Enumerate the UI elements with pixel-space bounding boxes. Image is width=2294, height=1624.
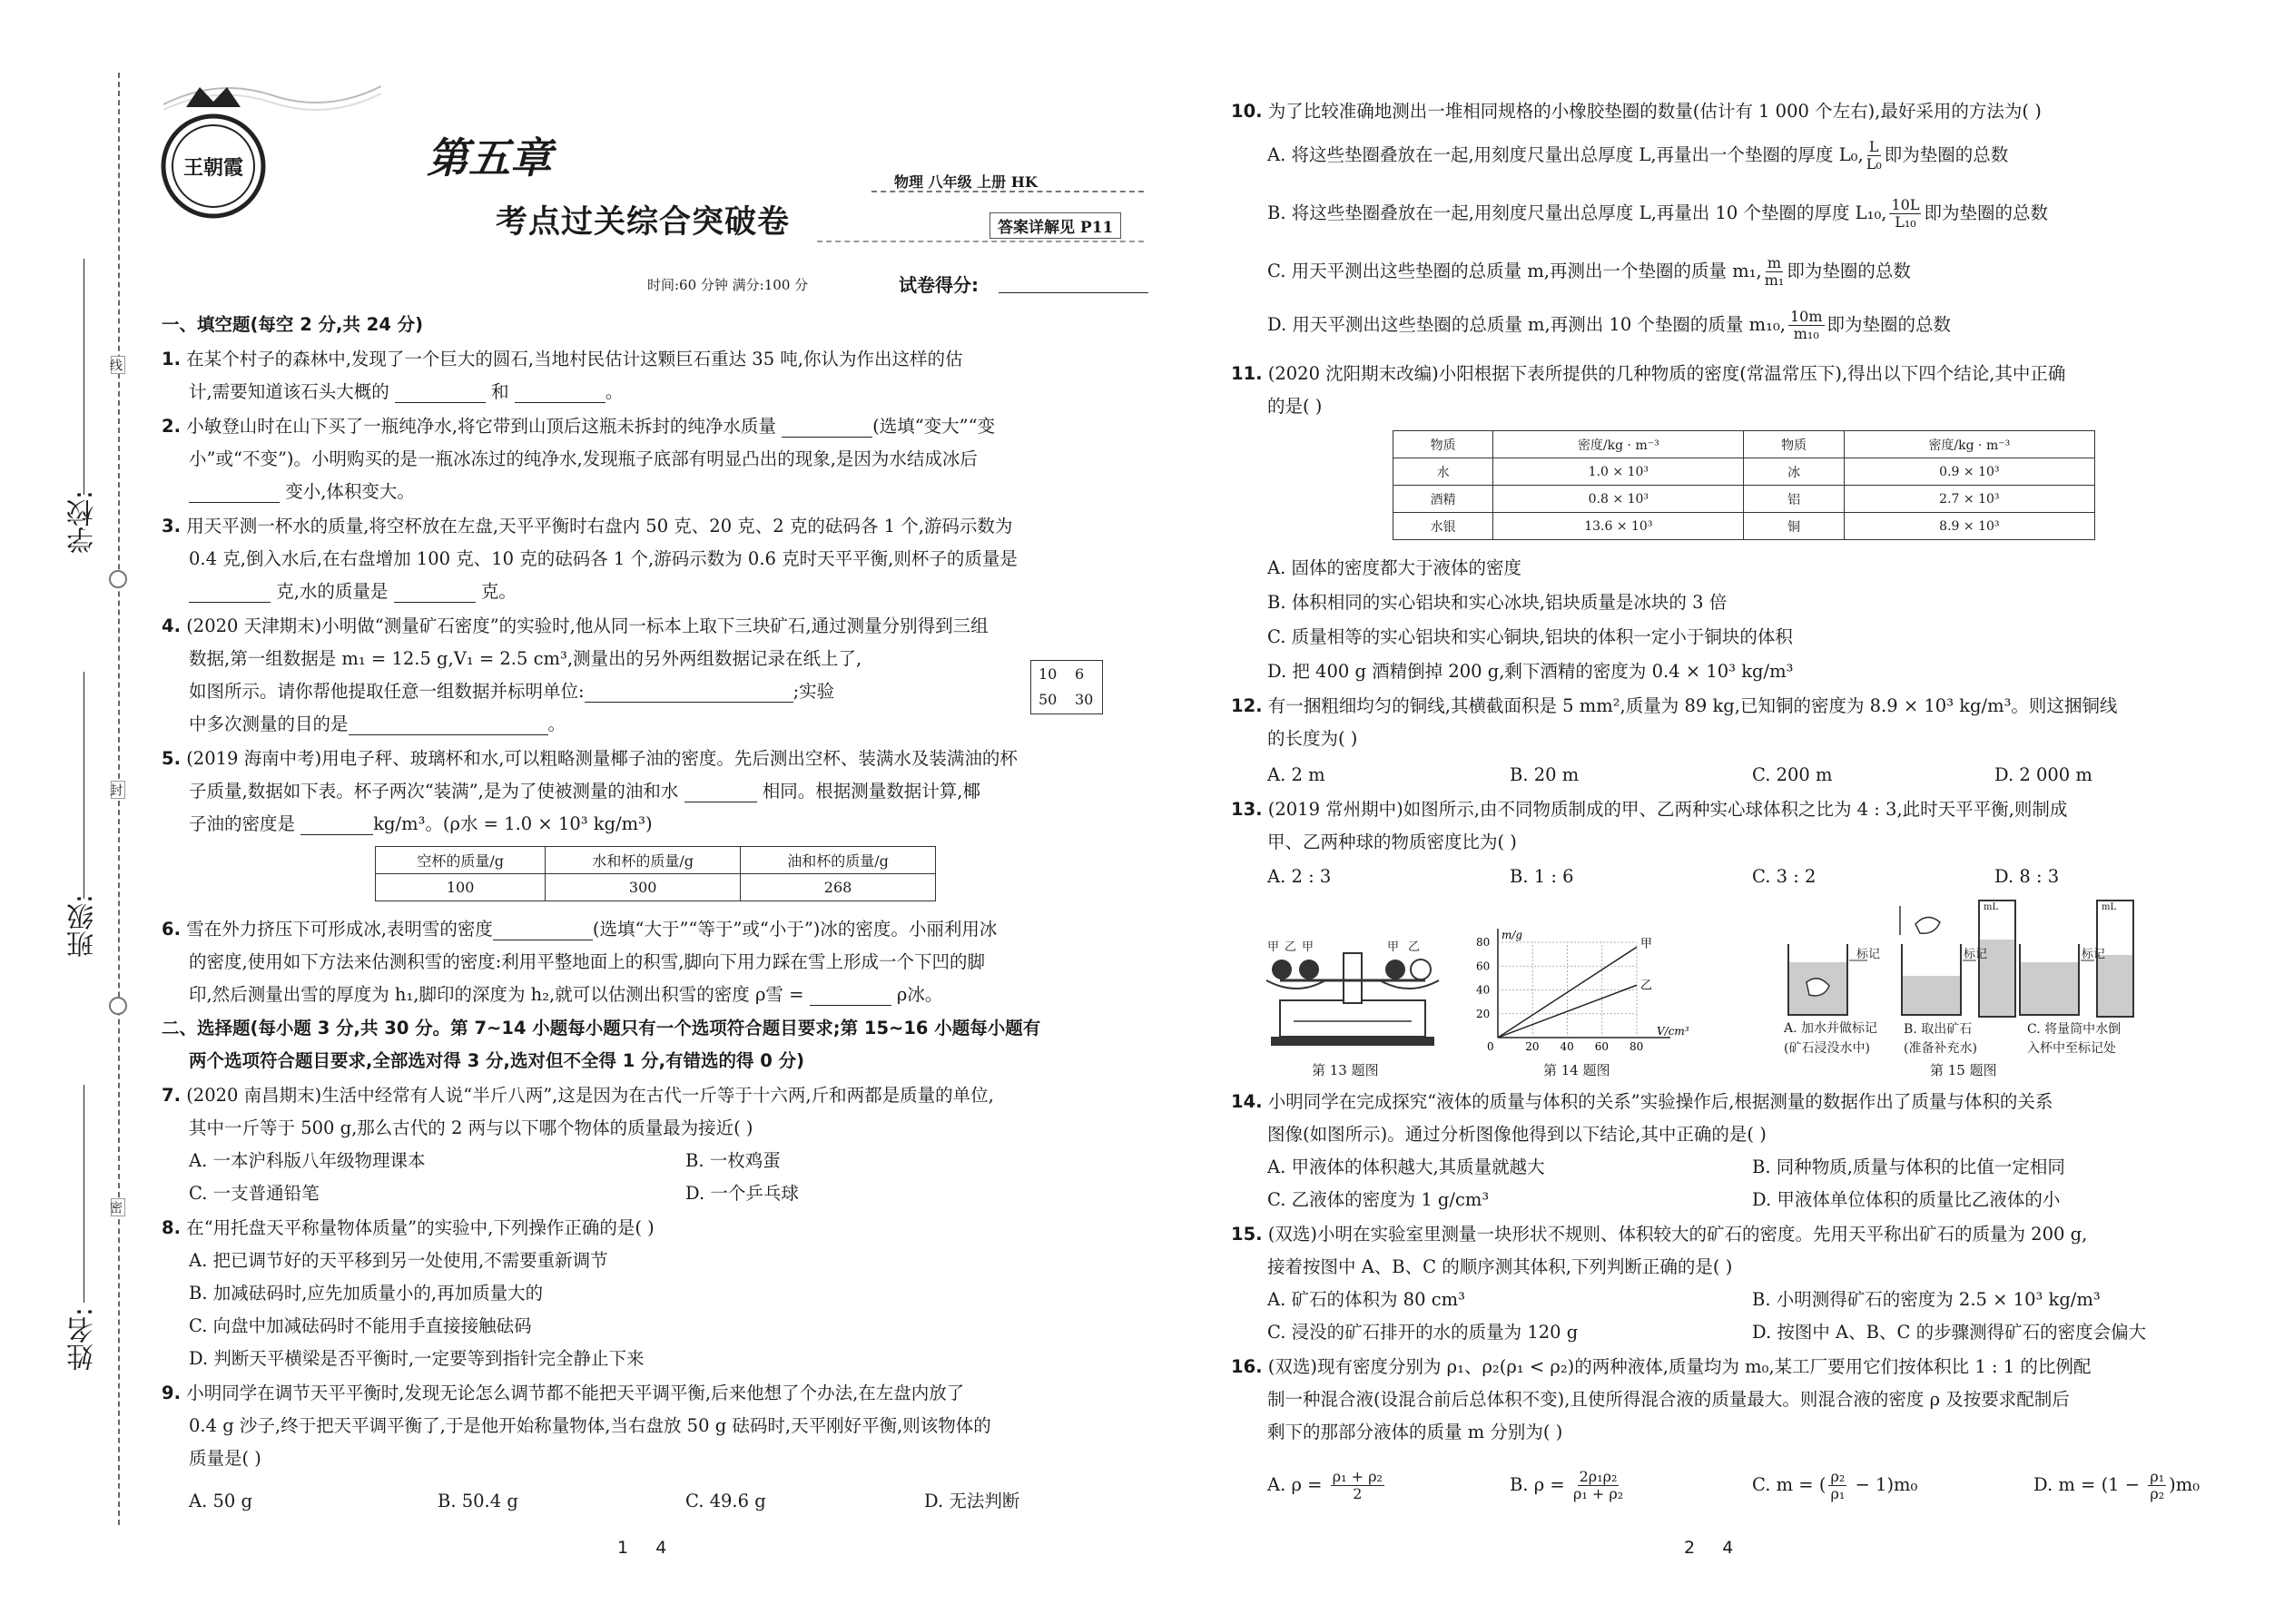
series-label-jia: 甲 — [1640, 937, 1653, 951]
option-d[interactable]: D. m = (1 − $\frac{\text{ρ₁}}{\text{ρ₂}}$ )m₀ — [2033, 1468, 2200, 1502]
answer-blank[interactable] — [493, 920, 593, 940]
option-d[interactable]: D. 一个乒乓球 — [685, 1183, 799, 1204]
answer-blank[interactable] — [300, 815, 373, 835]
score-label: 试卷得分: — [899, 274, 979, 296]
option-a[interactable]: A. 固体的密度都大于液体的密度 — [1267, 557, 1521, 578]
figure-14-caption: 第 14 题图 — [1543, 1062, 1610, 1078]
answer-blank[interactable] — [684, 782, 757, 802]
cylinder-unit: mL — [1984, 902, 1999, 912]
figure-13-caption: 第 13 题图 — [1312, 1062, 1379, 1078]
question-number: 4. — [162, 615, 181, 636]
name-label: 姓名: — [67, 1307, 99, 1372]
y-tick-label: 40 — [1476, 983, 1491, 997]
question-number: 13. — [1231, 799, 1263, 820]
cylinder-unit: mL — [2102, 902, 2117, 912]
q5-data-table: 空杯的质量/g 水和杯的质量/g 油和杯的质量/g 100 300 268 — [375, 846, 936, 901]
class-label: 班级: — [67, 894, 99, 959]
figure-13-right-labels: 甲乙 — [1387, 940, 1430, 954]
answer-reference: 答案详解见 P11 — [989, 212, 1121, 239]
option-a[interactable]: A. 将这些垫圈叠放在一起,用刻度尺量出总厚度 L,再量出一个垫圈的厚度 L₀, $\frac{L}{\text{L₀}}$ 即为垫圈的总数 — [1267, 138, 2009, 172]
option-a[interactable]: A. 2 m — [1267, 764, 1325, 785]
option-c[interactable]: C. 浸没的矿石排开的水的质量为 120 g — [1267, 1322, 1579, 1343]
section-choice-rules: 两个选项符合题目要求,全部选对得 3 分,选对但不全得 1 分,有错选的得 0 分) — [189, 1050, 805, 1071]
origin-label: 0 — [1487, 1040, 1494, 1053]
chapter-title: 第五章 — [427, 133, 552, 182]
option-b[interactable]: B. 50.4 g — [438, 1491, 518, 1511]
option-a[interactable]: A. 2 : 3 — [1267, 866, 1332, 887]
x-tick-label: 40 — [1560, 1040, 1574, 1053]
step-c-note: 入杯中至标记处 — [2027, 1041, 2116, 1056]
option-b[interactable]: B. ρ = $\frac{\text{2ρ₁ρ₂}}{\text{ρ₁ + ρ₂}}$ — [1510, 1468, 1624, 1502]
option-d[interactable]: D. 判断天平横梁是否平衡时,一定要等到指针完全静止下来 — [189, 1348, 645, 1369]
page-number: 2 4 — [1684, 1538, 1734, 1558]
seal-line-mark: 线 — [111, 356, 125, 374]
option-d[interactable]: D. 把 400 g 酒精倒掉 200 g,剩下酒精的密度为 0.4 × 10³ kg/m³ — [1267, 661, 1794, 682]
y-axis-label: m/g — [1501, 929, 1523, 941]
option-c[interactable]: C. 3 : 2 — [1752, 866, 1816, 887]
answer-blank[interactable] — [189, 483, 280, 503]
figure-13-left-labels: 甲乙甲 — [1267, 940, 1320, 954]
option-a[interactable]: A. 矿石的体积为 80 cm³ — [1267, 1289, 1465, 1310]
option-a[interactable]: A. 甲液体的体积越大,其质量就越大 — [1267, 1156, 1545, 1177]
option-a[interactable]: A. ρ = $\frac{\text{ρ₁ + ρ₂}}{2}$ — [1267, 1468, 1383, 1502]
step-a-note: (矿石浸没水中) — [1784, 1041, 1870, 1056]
seal-seal-mark: 封 — [111, 781, 125, 799]
figure-13-balance — [1262, 935, 1443, 1053]
answer-blank[interactable] — [394, 583, 476, 603]
y-tick-label: 60 — [1476, 960, 1491, 973]
answer-blank[interactable] — [349, 715, 548, 735]
header-divider — [817, 241, 1144, 242]
section-fill-blank: 一、填空题(每空 2 分,共 24 分) — [162, 314, 424, 335]
option-b[interactable]: B. 小明测得矿石的密度为 2.5 × 10³ kg/m³ — [1752, 1289, 2101, 1310]
question-number: 1. — [162, 349, 181, 369]
option-d[interactable]: D. 用天平测出这些垫圈的总质量 m,再测出 10 个垫圈的质量 m₁₀, $\frac{10m}{\text{m₁₀}}$ 即为垫圈的总数 — [1267, 308, 1952, 342]
exam-time-score: 时间:60 分钟 满分:100 分 — [647, 277, 809, 293]
step-b-note: (准备补充水) — [1904, 1041, 1977, 1056]
question-number: 9. — [162, 1383, 181, 1403]
mark-label: 标记 — [1964, 948, 1988, 961]
mark-label: 标记 — [1856, 948, 1881, 961]
option-c[interactable]: C. m = ( $\frac{\text{ρ₂}}{\text{ρ₁}}$ − 1)m₀ — [1752, 1468, 1918, 1502]
page-number: 1 4 — [617, 1538, 667, 1558]
option-d[interactable]: D. 按图中 A、B、C 的步骤测得矿石的密度会偏大 — [1752, 1322, 2147, 1343]
step-a-label: A. 加水并做标记 — [1784, 1021, 1878, 1036]
question-number: 12. — [1231, 695, 1263, 716]
question-number: 7. — [162, 1085, 181, 1106]
option-b[interactable]: B. 将这些垫圈叠放在一起,用刻度尺量出总厚度 L,再量出 10 个垫圈的厚度 L₁₀, $\frac{10L}{\text{L₁₀}}$ 即为垫圈的总数 — [1267, 196, 2048, 231]
series-label-yi: 乙 — [1640, 979, 1653, 993]
option-b[interactable]: B. 体积相同的实心铝块和实心冰块,铝块质量是冰块的 3 倍 — [1267, 592, 1728, 613]
question-number: 14. — [1231, 1091, 1263, 1112]
x-axis-label: V/cm³ — [1657, 1025, 1689, 1038]
question-number: 16. — [1231, 1356, 1263, 1377]
question-number: 6. — [162, 919, 181, 940]
binding-dashed-line — [118, 73, 120, 1525]
question-number: 10. — [1231, 101, 1263, 122]
question-number: 11. — [1231, 363, 1263, 384]
section-choice: 二、选择题(每小题 3 分,共 30 分。第 7~14 小题每小题只有一个选项符合题目要求;第 15~16 小题每小题有 — [162, 1018, 1041, 1038]
answer-blank[interactable] — [585, 683, 793, 703]
option-b[interactable]: B. 一枚鸡蛋 — [685, 1150, 781, 1171]
step-c-label: C. 将量筒中水倒 — [2027, 1022, 2122, 1037]
option-c[interactable]: C. 200 m — [1752, 764, 1833, 785]
question-number: 15. — [1231, 1224, 1263, 1245]
option-c[interactable]: C. 49.6 g — [685, 1491, 766, 1511]
answer-blank[interactable] — [782, 418, 872, 438]
option-c[interactable]: C. 质量相等的实心铝块和实心铜块,铝块的体积一定小于铜块的体积 — [1267, 626, 1793, 647]
option-c[interactable]: C. 用天平测出这些垫圈的总质量 m,再测出一个垫圈的质量 m₁, $\frac{m}{\text{m₁}}$ 即为垫圈的总数 — [1267, 254, 1911, 289]
mark-label: 标记 — [2082, 948, 2106, 961]
exam-title: 考点过关综合突破卷 — [496, 203, 791, 241]
option-c[interactable]: C. 乙液体的密度为 1 g/cm³ — [1267, 1189, 1490, 1210]
option-a[interactable]: A. 50 g — [189, 1491, 252, 1511]
option-d[interactable]: D. 甲液体单位体积的质量比乙液体的小 — [1752, 1189, 2061, 1210]
option-d[interactable]: D. 无法判断 — [924, 1491, 1020, 1511]
answer-blank[interactable] — [810, 986, 891, 1006]
header-divider — [871, 191, 1144, 192]
option-c[interactable]: C. 一支普通铅笔 — [189, 1183, 320, 1204]
seal-secret-mark: 密 — [111, 1198, 125, 1216]
question-number: 2. — [162, 416, 181, 437]
option-c[interactable]: C. 向盘中加减砝码时不能用手直接接触砝码 — [189, 1315, 532, 1336]
question-number: 8. — [162, 1217, 181, 1238]
option-b[interactable]: B. 1 : 6 — [1510, 866, 1574, 887]
option-a[interactable]: A. 把已调节好的天平移到另一处使用,不需要重新调节 — [189, 1250, 608, 1271]
subject-meta: 物理 八年级 上册 HK — [894, 173, 1038, 191]
binding-hole-icon — [109, 570, 127, 588]
x-tick-label: 60 — [1594, 1040, 1610, 1053]
option-d[interactable]: D. 8 : 3 — [1994, 866, 2060, 887]
q4-data-card: 10 6 50 30 — [1030, 660, 1103, 714]
question-number: 3. — [162, 516, 181, 536]
figure-14-chart — [1462, 924, 1698, 1060]
y-tick-label: 80 — [1476, 936, 1491, 949]
option-b[interactable]: B. 加减砝码时,应先加质量小的,再加质量大的 — [189, 1283, 544, 1304]
density-table: 物质 密度/kg · m⁻³ 物质 密度/kg · m⁻³ 水 1.0 × 10³ 冰 0.9 × 10³ 酒精 0.8 × 10³ 铝 2.7 × 10³ 水银 13.6 × 10³ 铜 8.9 × 10³ — [1393, 430, 2095, 540]
step-b-label: B. 取出矿石 — [1904, 1022, 1973, 1037]
logo-text: 王朝霞 — [182, 156, 243, 180]
y-tick-label: 20 — [1476, 1007, 1491, 1020]
figure-15-steps — [1784, 899, 2147, 1035]
answer-blank[interactable] — [515, 383, 605, 403]
score-field[interactable] — [999, 292, 1148, 293]
binding-hole-icon — [109, 997, 127, 1015]
option-d[interactable]: D. 2 000 m — [1994, 764, 2092, 785]
figure-15-caption: 第 15 题图 — [1930, 1062, 1997, 1078]
answer-blank[interactable] — [395, 383, 486, 403]
option-a[interactable]: A. 一本沪科版八年级物理课本 — [189, 1150, 426, 1171]
answer-blank[interactable] — [189, 583, 271, 603]
option-b[interactable]: B. 同种物质,质量与体积的比值一定相同 — [1752, 1156, 2065, 1177]
brand-logo — [159, 80, 268, 225]
school-label: 学校: — [67, 490, 99, 555]
x-tick-label: 80 — [1629, 1040, 1644, 1053]
question-number: 5. — [162, 748, 181, 769]
x-tick-label: 20 — [1525, 1040, 1540, 1053]
option-b[interactable]: B. 20 m — [1510, 764, 1580, 785]
